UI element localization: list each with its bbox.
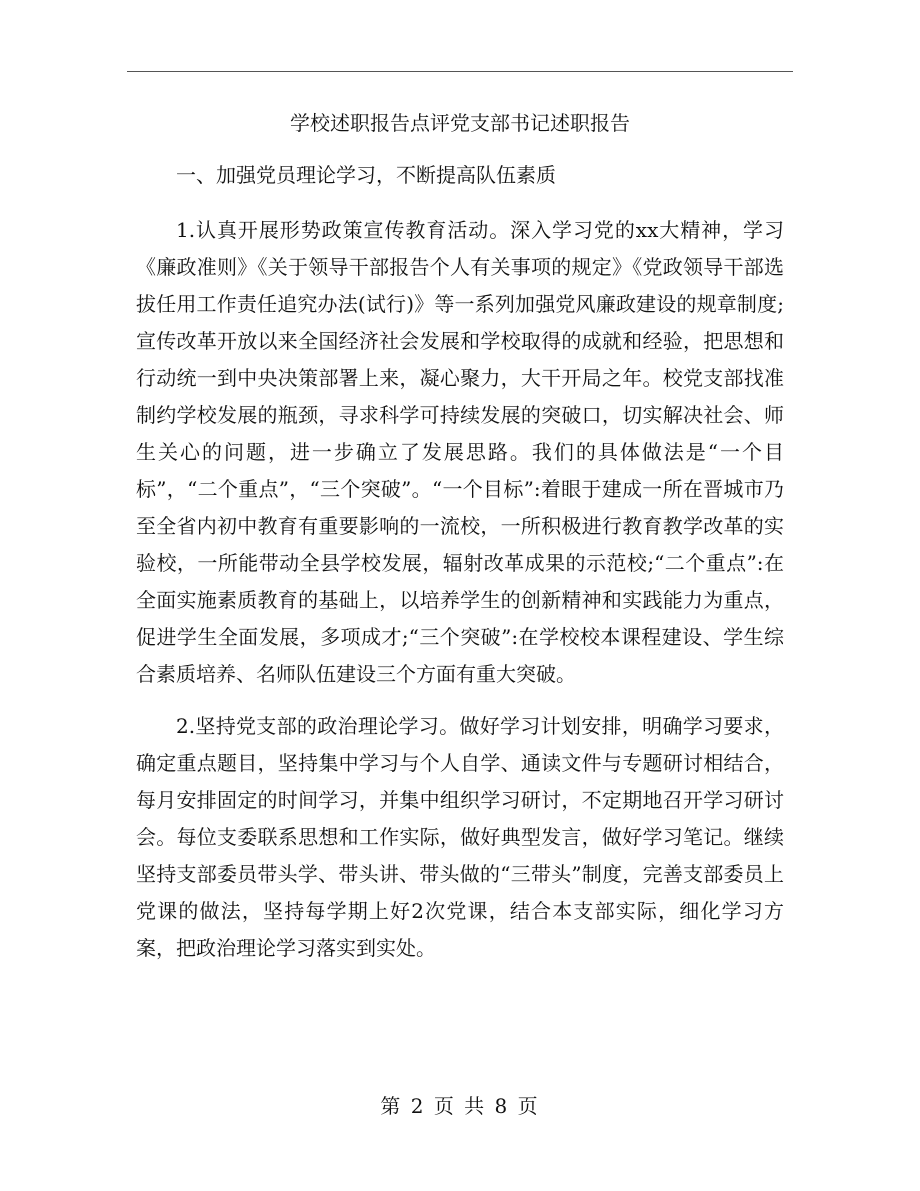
document-body: [136, 100, 784, 967]
page-number-footer: 第 2 页 共 8 页: [380, 1094, 540, 1118]
section-heading: 一、加强党员理论学习，不断提高队伍素质: [176, 163, 556, 187]
header-rule: [127, 71, 793, 72]
paragraph-2: 2.坚持党支部的政治理论学习。做好学习计划安排，明确学习要求，确定重点题目，坚持集中学习与个人自学、通读文件与专题研讨相结合，每月安排固定的时间学习，并集中组织学习研讨，不定期地召开学习研讨会。每位支委联系思想和工作实际，做好典型发言，做好学习笔记。继续坚持支部委员带头学、带头讲、带头做的“三带头”制度，完善支部委员上党课的做法，坚持每学期上好2次党课，结合本支部实际，细化学习方案，把政治理论学习落实到实处。: [136, 714, 784, 960]
paragraph-1: 1.认真开展形势政策宣传教育活动。深入学习党的xx大精神，学习《廉政准则》《关于领导干部报告个人有关事项的规定》《党政领导干部选拔任用工作责任追究办法(试行)》等一系列加强党风廉政建设的规章制度;宣传改革开放以来全国经济社会发展和学校取得的成就和经验，把思想和行动统一到中央决策部署上来，凝心聚力，大干开局之年。校党支部找准制约学校发展的瓶颈，寻求科学可持续发展的突破口，切实解决社会、师生关心的问题，进一步确立了发展思路。我们的具体做法是“一个目标”，“二个重点”，“三个突破”。“一个目标”:着眼于建成一所在晋城市乃至全省内初中教育有重要影响的一流校，一所积极进行教育教学改革的实验校，一所能带动全县学校发展，辐射改革成果的示范校;“二个重点”:在全面实施素质教育的基础上，以培养学生的创新精神和实践能力为重点，促进学生全面发展，多项成才;“三个突破”:在学校校本课程建设、学生综合素质培养、名师队伍建设三个方面有重大突破。: [136, 218, 784, 686]
document-title: 学校述职报告点评党支部书记述职报告: [290, 111, 630, 135]
